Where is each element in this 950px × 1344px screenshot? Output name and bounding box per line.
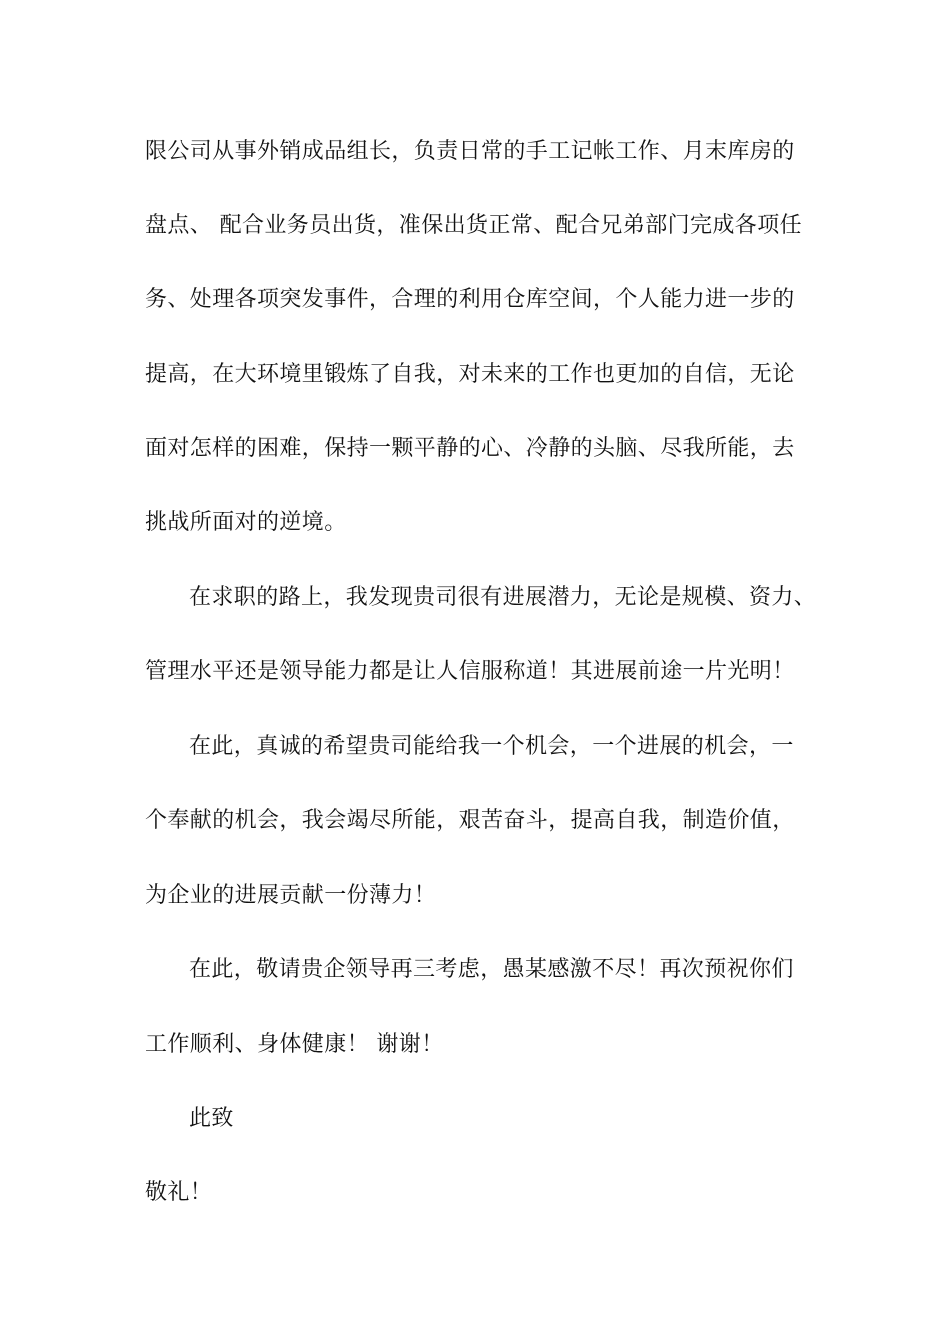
text-line-12: 在此，敬请贵企领导再三考虑，愚某感激不尽！再次预祝你们: [189, 957, 794, 982]
text-line-11: 为企业的进展贡献一份薄力！: [145, 883, 437, 908]
text-line-4: 提高，在大环境里锻炼了自我，对未来的工作也更加的自信，无论: [145, 362, 795, 387]
text-line-7: 在求职的路上，我发现贵司很有进展潜力，无论是规模、资力、: [189, 585, 817, 610]
text-line-5: 面对怎样的困难，保持一颗平静的心、冷静的头脑、尽我所能，去: [145, 436, 795, 461]
text-line-13: 工作顺利、身体健康！ 谢谢！: [145, 1032, 444, 1057]
text-line-2: 盘点、 配合业务员出货，准保出货正常、配合兄弟部门完成各项任: [145, 213, 802, 238]
text-line-8: 管理水平还是领导能力都是让人信服称道！其进展前途一片光明！: [145, 659, 795, 684]
text-line-10: 个奉献的机会，我会竭尽所能，艰苦奋斗，提高自我，制造价值，: [145, 808, 795, 833]
text-line-3: 务、处理各项突发事件，合理的利用仓库空间，个人能力进一步的: [145, 287, 795, 312]
closing-regards: 敬礼！: [145, 1180, 213, 1205]
text-line-9: 在此，真诚的希望贵司能给我一个机会，一个进展的机会，一: [189, 734, 794, 759]
text-line-6: 挑战所面对的逆境。: [145, 510, 347, 535]
text-line-1: 限公司从事外销成品组长，负责日常的手工记帐工作、月末库房的: [145, 139, 795, 164]
closing-salutation: 此致: [189, 1106, 234, 1131]
